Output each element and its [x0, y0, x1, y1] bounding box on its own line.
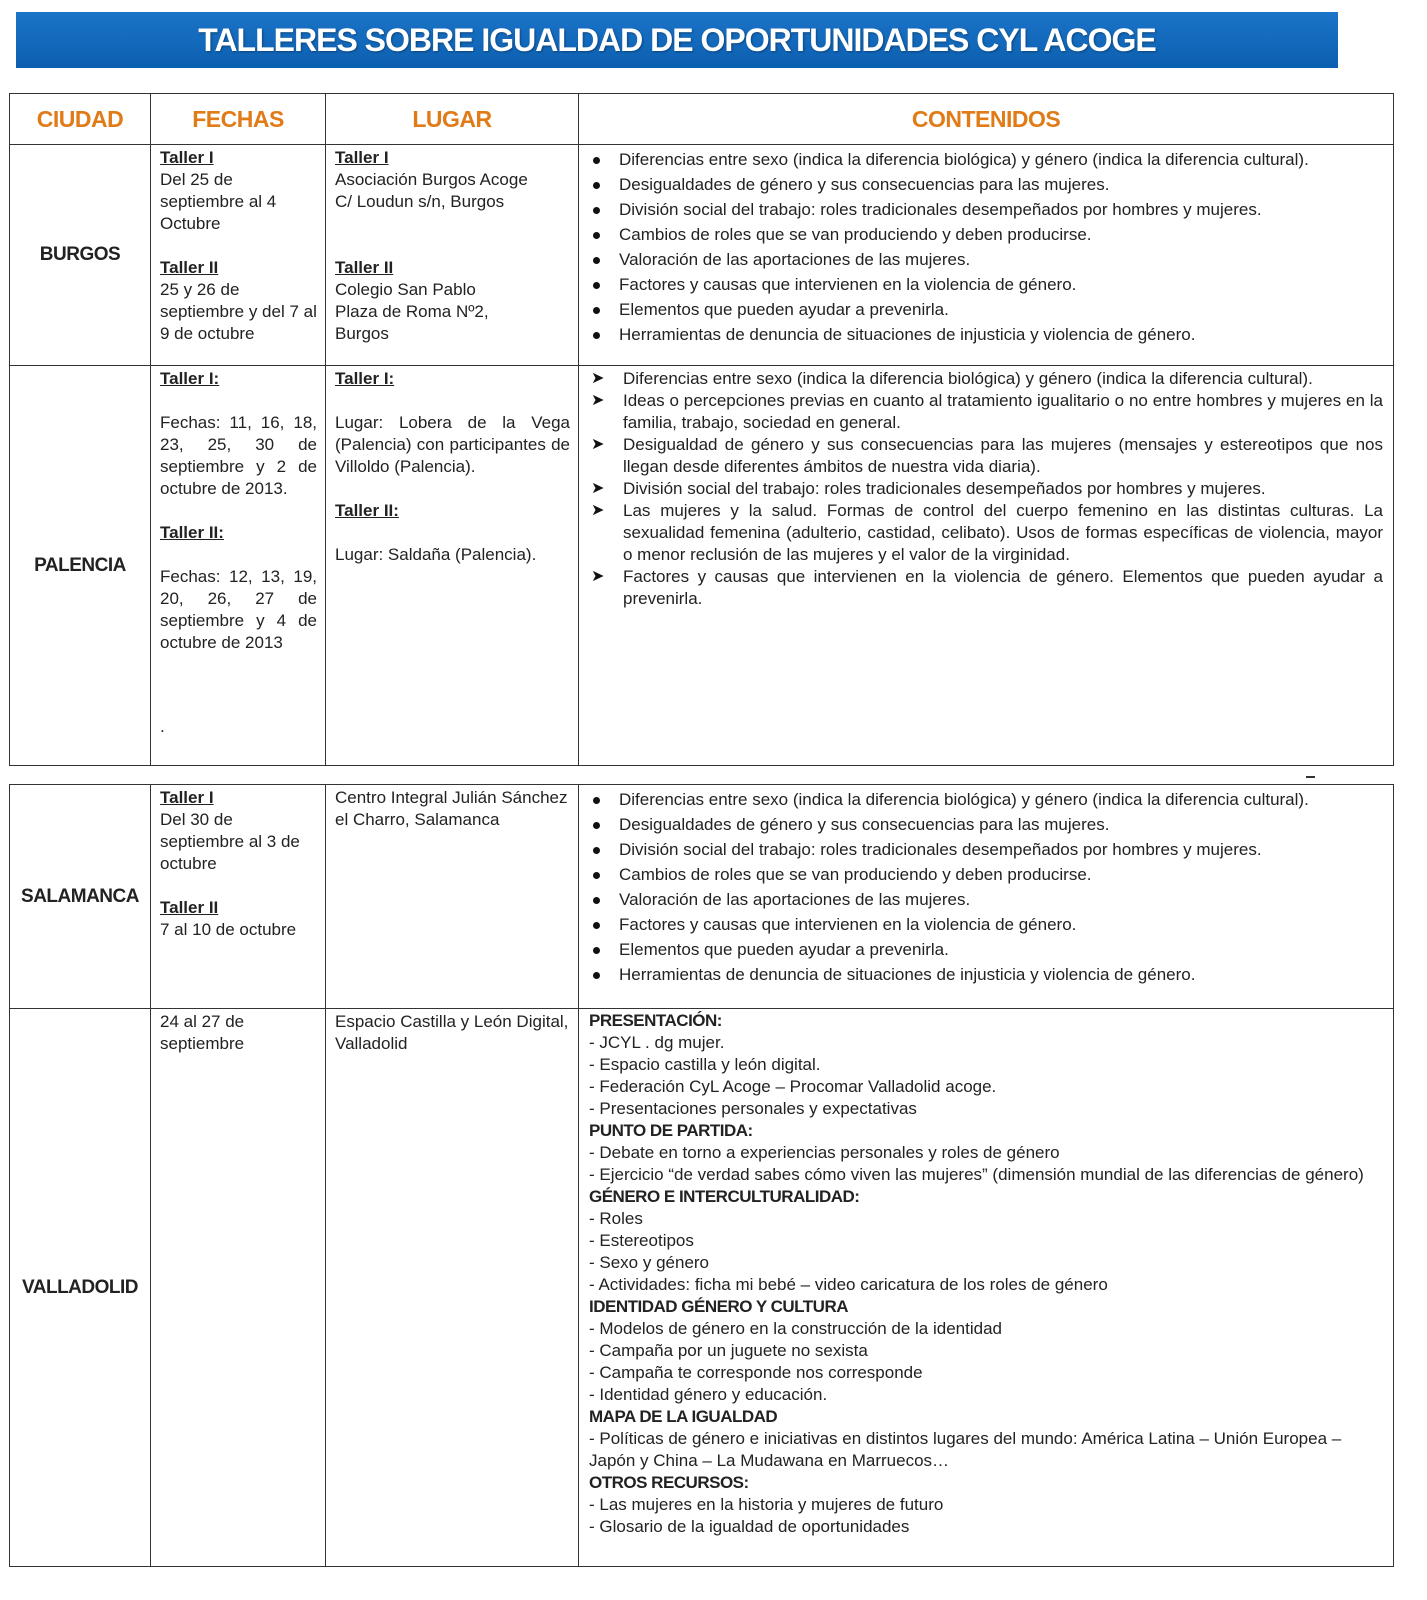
workshops-table-top: [9, 93, 1394, 766]
section-heading: OTROS RECURSOS:: [589, 1473, 749, 1492]
palencia-place: [326, 366, 579, 766]
palencia-place-t2-label: Taller II:: [335, 501, 399, 520]
palencia-place-t2-text: Lugar: Saldaña (Palencia).: [335, 545, 537, 564]
section-heading: PRESENTACIÓN:: [589, 1011, 722, 1030]
salamanca-contents: [579, 785, 1394, 1009]
burgos-place-t1-line2: C/ Loudun s/n, Burgos: [335, 192, 505, 211]
header-place: LUGAR: [326, 94, 579, 145]
city-valladolid: VALLADOLID: [10, 1009, 151, 1567]
burgos-place-t1-label: Taller I: [335, 148, 389, 167]
palencia-dates-dot: .: [160, 717, 165, 736]
burgos-contents-list: [579, 149, 1393, 346]
list-item: Cambios de roles que se van produciendo y deben producirse.: [579, 864, 1393, 886]
arrow-bullet-icon: ➤: [591, 370, 605, 387]
burgos-place-t1-line1: Asociación Burgos Acoge: [335, 170, 528, 189]
section-heading: PUNTO DE PARTIDA:: [589, 1121, 753, 1140]
list-item: Elementos que pueden ayudar a prevenirla.: [579, 299, 1393, 321]
palencia-dates-t2-text: Fechas: 12, 13, 19, 20, 26, 27 de septiembre y 4 de octubre de 2013: [160, 567, 317, 652]
header-city: CIUDAD: [10, 94, 151, 145]
list-item: Desigualdades de género y sus consecuencias para las mujeres.: [579, 814, 1393, 836]
salamanca-dates-t1-label: Taller I: [160, 788, 214, 807]
palencia-place-t1-text: Lugar: Lobera de la Vega (Palencia) con participantes de Villoldo (Palencia).: [335, 413, 570, 476]
arrow-bullet-icon: ➤: [591, 480, 605, 497]
palencia-dates-t2-label: Taller II:: [160, 523, 224, 542]
list-item: - Sexo y género: [589, 1253, 710, 1272]
list-item: ➤ Ideas o percepciones previas en cuanto al tratamiento igualitario o no entre hombres y mujeres en la familia, trabajo, sociedad en general.: [591, 391, 1383, 432]
burgos-dates-t1-text: Del 25 de septiembre al 4 Octubre: [160, 170, 277, 233]
city-palencia: PALENCIA: [10, 366, 151, 766]
list-item: - Políticas de género e iniciativas en distintos lugares del mundo: América Latina – Unión Europea – Japón y China – La Mudawana en Marruecos…: [589, 1429, 1342, 1470]
valladolid-dates: 24 al 27 de septiembre: [151, 1009, 326, 1567]
burgos-place: [326, 145, 579, 366]
list-item: ➤ Diferencias entre sexo (indica la diferencia biológica) y género (indica la diferencia cultural).: [591, 369, 1313, 388]
palencia-contents-list: [579, 368, 1393, 610]
list-item: Herramientas de denuncia de situaciones de injusticia y violencia de género.: [579, 964, 1393, 986]
salamanca-place: [326, 785, 579, 1009]
burgos-place-t2-line1: Colegio San Pablo: [335, 280, 476, 299]
section-heading: GÉNERO E INTERCULTURALIDAD:: [589, 1187, 860, 1206]
salamanca-dates: [151, 785, 326, 1009]
list-item: - Campaña te corresponde nos corresponde: [589, 1363, 923, 1382]
list-item: - Federación CyL Acoge – Procomar Valladolid acoge.: [589, 1077, 997, 1096]
salamanca-contents-list: [579, 789, 1393, 986]
list-item: División social del trabajo: roles tradicionales desempeñados por hombres y mujeres.: [579, 199, 1393, 221]
list-item: - Identidad género y educación.: [589, 1385, 828, 1404]
burgos-dates-t2-text: 25 y 26 de septiembre y del 7 al 9 de octubre: [160, 280, 317, 343]
page-title: TALLERES SOBRE IGUALDAD DE OPORTUNIDADES CYL ACOGE: [16, 12, 1338, 68]
arrow-bullet-icon: ➤: [591, 502, 605, 519]
header-dates: FECHAS: [151, 94, 326, 145]
list-item: - JCYL . dg mujer.: [589, 1033, 725, 1052]
list-item: - Actividades: ficha mi bebé – video caricatura de los roles de género: [589, 1275, 1108, 1294]
list-item: ➤ Las mujeres y la salud. Formas de control del cuerpo femenino en las distintas culturas. La sexualidad femenina (adulterio, castidad, celibato). Usos de formas específicas de violencia, mayor o menor reclusión de las mujeres y el valor de la virginidad.: [591, 501, 1383, 564]
list-item: División social del trabajo: roles tradicionales desempeñados por hombres y mujeres.: [579, 839, 1393, 861]
city-burgos: BURGOS: [10, 145, 151, 366]
list-item: ➤ División social del trabajo: roles tradicionales desempeñados por hombres y mujeres.: [591, 479, 1266, 498]
list-item: Factores y causas que intervienen en la violencia de género.: [579, 914, 1393, 936]
palencia-dates-t1-label: Taller I:: [160, 369, 220, 388]
list-item: Elementos que pueden ayudar a prevenirla.: [579, 939, 1393, 961]
list-item: Factores y causas que intervienen en la violencia de género.: [579, 274, 1393, 296]
arrow-bullet-icon: ➤: [591, 568, 605, 585]
stray-mark: [1306, 776, 1315, 778]
list-item: - Debate en torno a experiencias personales y roles de género: [589, 1143, 1060, 1162]
burgos-dates-t1-label: Taller I: [160, 148, 214, 167]
list-item: ➤ Desigualdad de género y sus consecuencias para las mujeres (mensajes y estereotipos que nos llegan desde diferentes ámbitos de nuestra vida diaria).: [591, 435, 1383, 476]
burgos-place-t2-label: Taller II: [335, 258, 394, 277]
salamanca-dates-t1-text: Del 30 de septiembre al 3 de octubre: [160, 810, 300, 873]
valladolid-place: Espacio Castilla y León Digital, Valladolid: [326, 1009, 579, 1567]
palencia-contents: [579, 366, 1394, 766]
list-item: - Modelos de género en la construcción de la identidad: [589, 1319, 1002, 1338]
burgos-contents: [579, 145, 1394, 366]
list-item: - Presentaciones personales y expectativas: [589, 1099, 917, 1118]
table-row: [10, 366, 1394, 766]
salamanca-dates-t2-text: 7 al 10 de octubre: [160, 920, 297, 939]
section-heading: MAPA DE LA IGUALDAD: [589, 1407, 778, 1426]
header-contents: CONTENIDOS: [579, 94, 1394, 145]
list-item: - Estereotipos: [589, 1231, 694, 1250]
valladolid-contents: [579, 1009, 1394, 1567]
palencia-dates-t1-text: Fechas: 11, 16, 18, 23, 25, 30 de septiembre y 2 de octubre de 2013.: [160, 413, 317, 498]
arrow-bullet-icon: ➤: [591, 392, 605, 409]
list-item: - Ejercicio “de verdad sabes cómo viven las mujeres” (dimensión mundial de las diferencias de género): [589, 1165, 1364, 1184]
table-row: [10, 145, 1394, 366]
list-item: Valoración de las aportaciones de las mujeres.: [579, 249, 1393, 271]
city-salamanca: SALAMANCA: [10, 785, 151, 1009]
list-item: - Glosario de la igualdad de oportunidades: [589, 1517, 910, 1536]
burgos-place-t2-line2: Plaza de Roma Nº2,: [335, 302, 489, 321]
burgos-dates-t2-label: Taller II: [160, 258, 219, 277]
table-header-row: [10, 94, 1394, 145]
list-item: - Las mujeres en la historia y mujeres de futuro: [589, 1495, 944, 1514]
salamanca-dates-t2-label: Taller II: [160, 898, 219, 917]
list-item: - Roles: [589, 1209, 643, 1228]
salamanca-place-text: Centro Integral Julián Sánchez el Charro, Salamanca: [335, 788, 568, 829]
arrow-bullet-icon: ➤: [591, 436, 605, 453]
list-item: Desigualdades de género y sus consecuencias para las mujeres.: [579, 174, 1393, 196]
table-row: [10, 785, 1394, 1009]
burgos-place-t2-line3: Burgos: [335, 324, 389, 343]
list-item: Diferencias entre sexo (indica la diferencia biológica) y género (indica la diferencia cultural).: [579, 149, 1393, 171]
section-heading: IDENTIDAD GÉNERO Y CULTURA: [589, 1297, 849, 1316]
list-item: - Campaña por un juguete no sexista: [589, 1341, 868, 1360]
list-item: - Espacio castilla y león digital.: [589, 1055, 821, 1074]
list-item: Valoración de las aportaciones de las mujeres.: [579, 889, 1393, 911]
list-item: ➤ Factores y causas que intervienen en la violencia de género. Elementos que pueden ayudar a prevenirla.: [591, 567, 1383, 608]
list-item: Diferencias entre sexo (indica la diferencia biológica) y género (indica la diferencia cultural).: [579, 789, 1393, 811]
burgos-dates: [151, 145, 326, 366]
palencia-dates: [151, 366, 326, 766]
workshops-table-bottom: [9, 784, 1394, 1567]
table-row: [10, 1009, 1394, 1567]
list-item: Herramientas de denuncia de situaciones de injusticia y violencia de género.: [579, 324, 1393, 346]
list-item: Cambios de roles que se van produciendo y deben producirse.: [579, 224, 1393, 246]
palencia-place-t1-label: Taller I:: [335, 369, 395, 388]
